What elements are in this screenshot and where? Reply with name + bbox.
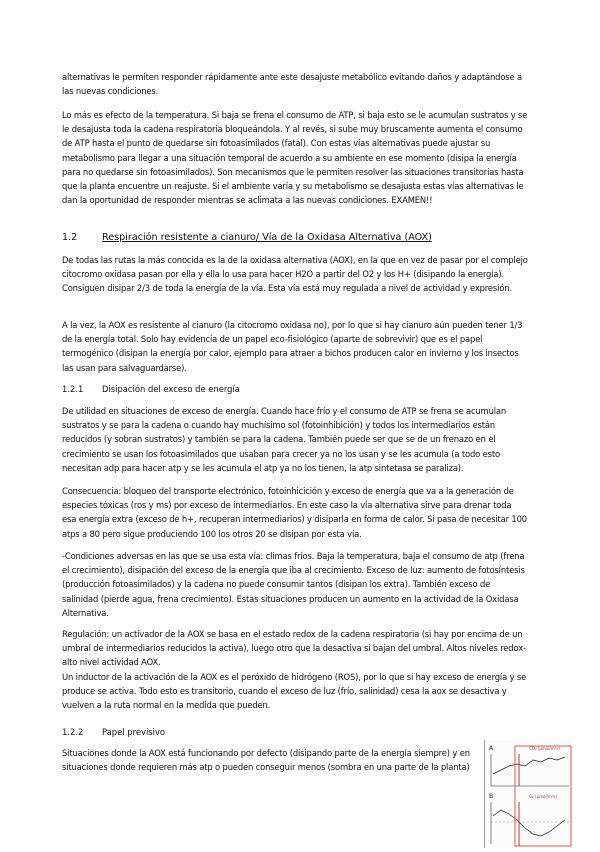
paragraph-preventive-role: Situaciones donde la AOX está funcionando por defecto (disipando parte de la energía siempre) y en situaciones donde requieren más atp o pueden conseguir menos (sombra en una parte de la planta) [62,748,470,773]
heading-title: Disipación del exceso de energía [102,384,240,394]
paragraph-aox-intro: De todas las rutas la más conocida es la de la oxidasa alternativa (AOX), en la que en vez de pasar por el complejo citocromo oxidasa pasan por ella y ella lo usa para hacer H2O a partir del O2 y los H+ (disipando la energía). Consiguen disipar 2/3 de toda la energía de la vía. Esta vía está muy regulada a nivel de actividad y expresión. [62,255,528,294]
paragraph-intro-continuation: alternativas le permiten responder rápidamente ante este desajuste metabólico evitando daños y adaptándose a las nuevas condiciones. [62,72,523,97]
heading-1-2 [62,231,432,245]
heading-1-2-2 [62,726,165,739]
panel-b-label: B [489,793,494,800]
heading-title: Papel previsivo [102,727,166,737]
panel-a-label: A [489,745,494,752]
paragraph-temperature: Lo más es efecto de la temperatura. Si baja se frena el consumo de ATP, si baja esto se le acumulan sustratos y se le desajusta toda la cadena respiratoria bloqueándola. Y al revés, si sube muy bruscamente aumenta el consumo de ATP hasta el punto de quedarse sin fotoasimilados (fatal). Con estas vías alternativas puede ajustar su metabolismo para llegar a una situación temporal de acuerdo a su ambiente en ese momento (disipa la energía para no quedarse sin fotoasimilados). Son mecanismos que le permiten resolver las situaciones transitorias hasta que la planta encuentre un reajuste. Si el ambiente varía y su metabolismo se desajusta estas vías alternativas le dan la oportunidad de responder mientras se aclimata a las nuevas condiciones. EXAMEN!! [62,110,528,206]
heading-number: 1.2.1 [62,384,84,394]
paragraph-adverse-conditions: -Condiciones adversas en las que se usa esta vía: climas fríos. Baja la temperatura, baja el consumo de atp (frena el crecimiento), disipación del exceso de la energía que iba al crecimiento. Exceso de luz: aumento de fotosíntesis (producción fotoasimilados) y la cadena no puede consumir tantos (disipan los extra). También exceso de salinidad (pierde agua, frena crecimiento). Estas situaciones producen un aumento en la actividad de la Oxidasa Alternativa. [62,551,525,618]
paragraph-regulation: Regulación: un activador de la AOX se basa en el estado redox de la cadena respiratoria (si hay por encima de un umbral de intermediarios reducidos la activa), luego otro que la desactiva si bajan del umbral. Altos niveles redox- alto nivel actividad AOX. [62,629,526,668]
heading-title: Respiración resistente a cianuro/ Vía de la Oxidasa Alternativa (AOX) [102,232,432,243]
paragraph-cyanide-resistance: A la vez, la AOX es resistente al cianuro (la citocromo oxidasa no), por lo que si hay cianuro aún pueden tener 1/3 de la energía total. Solo hay evidencia de un papel eco-fisiológico (aparte de sobrevivir) que es el papel termogénico (disipan la energía por calor, ejemplo para atraer a bichos producen calor en invierno y los insectos las usan para salvaguardarse). [62,320,523,373]
respiration-figure-graphic [485,740,573,848]
heading-1-2-1 [62,383,240,396]
respiration-figure [484,740,573,848]
paragraph-energy-excess: De utilidad en situaciones de exceso de energía. Cuando hace frío y el consumo de ATP se frena se acumulan sustratos y se para la cadena o cuando hay muchísimo sol (fotoinhibición) y todos los intermediarios están reducidos (y sobran sustratos) y también se para la cadena. También puede ser que se de un frenazo en el crecimiento se usan los fotoasimilados que usaban para crecer ya no los usan y se les acumula (a todo esto necesitan adp para hacer atp y se les acumula el atp ya no los tienen, la atp sintetasa se paraliza). [62,406,507,473]
heading-number: 1.2 [62,232,78,243]
paragraph-inducer: Un inductor de la activación de la AOX es el peróxido de hidrógeno (ROS), por lo que si hay exceso de energía y se produce se activa. Todo esto es transitorio, cuando el exceso de luz (frío, salinidad) cesa la aox se desactiva y vuelven a la ruta normal en la medida que pueden. [62,672,527,711]
heading-number: 1.2.2 [62,727,84,737]
panel-b-caption: O₂ (µmol/m²s) [529,794,558,799]
panel-a-caption: CO₂ (µmol/m²s) [529,746,560,751]
paragraph-consequence: Consecuencia: bloqueo del transporte electrónico, fotoinhicición y exceso de energía que va a la generación de especies tóxicas (ros y ms) por exceso de intermediarios. En este caso la vía alternativa sirve para drenar toda esa energía extra (exceso de h+, recuperan intermediarios) y disiparla en forma de calor. Si pasa de necesitar 100 atps a 80 pero sigue produciendo 100 los otros 20 se disipan por esta vía. [62,486,527,539]
